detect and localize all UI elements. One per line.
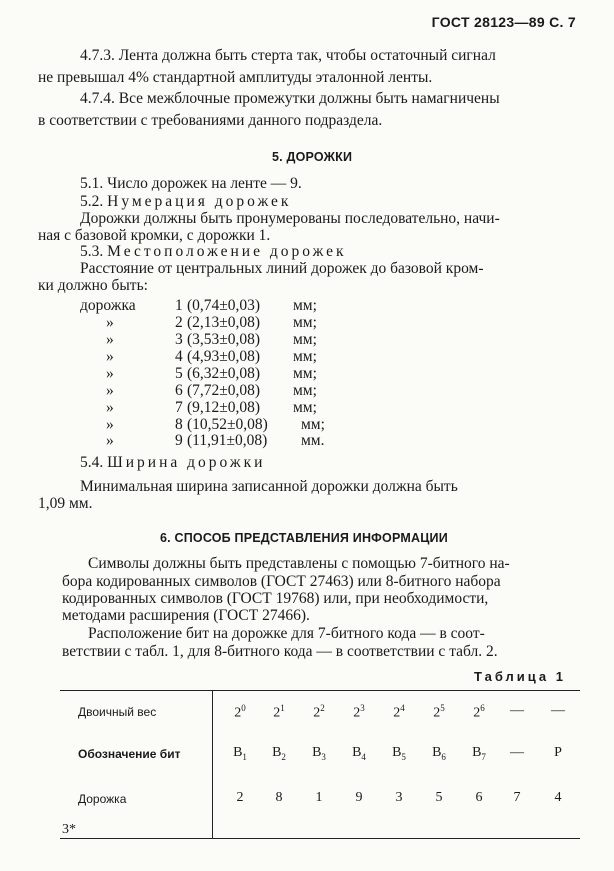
cell-base: B [312,745,322,760]
track-unit: мм; [293,314,317,331]
para-6-2-line1: Расположение бит на дорожке для 7-битного кода — в соот- [88,625,485,642]
para-5-4-title: Ширина дорожки [107,454,266,471]
cell-base: 2 [433,705,441,721]
table-cell [344,745,374,762]
track-label: » [106,314,114,331]
track-value: (10,52±0,08) [187,416,268,433]
cell-base: 2 [353,705,361,721]
table-cell [543,790,573,806]
para-5-2-line2: ная с базовой кромки, с дорожки 1. [38,227,271,244]
track-row [80,331,320,349]
cell-exponent: 2 [320,703,325,713]
track-number: 4 [175,348,183,365]
table-cell [225,703,255,722]
table-cell [344,790,374,806]
track-label: » [106,382,114,399]
cell-base: 2 [393,705,401,721]
table-cell [464,745,494,762]
cell-base: 5 [435,790,443,805]
track-unit: мм; [293,399,317,416]
table-row-label: Двоичный вес [78,705,157,719]
table-cell [304,703,334,722]
cell-base: 8 [275,790,283,805]
table-top-border [60,690,580,691]
para-6-1-line3: кодированных символов (ГОСТ 19768) или, при необходимости, [62,590,489,607]
para-5-2-line1: Дорожки должны быть пронумерованы последовательно, начи- [80,210,500,227]
table-bottom-border [60,838,580,839]
para-5-4-heading [80,454,265,472]
table-row-label: Обозначение бит [78,747,181,761]
cell-base: 2 [473,705,481,721]
table-cell [543,703,573,719]
table-cell [225,745,255,762]
track-row [80,432,325,450]
track-row [80,365,320,383]
para-6-2-line2: ветствии с табл. 1, для 8-битного кода — в соответствии с табл. 2. [62,643,498,660]
cell-base: B [432,745,442,760]
para-4-7-3-line2: не превышал 4% стандартной амплитуды эталонной ленты. [38,69,433,86]
track-unit: мм; [293,382,317,399]
cell-base: 1 [315,790,323,805]
table-cell [264,790,294,806]
track-number: 6 [175,382,183,399]
cell-subscript: 6 [441,751,446,762]
track-value: (6,32±0,08) [187,365,261,382]
cell-base: 2 [234,705,242,721]
cell-base: 6 [475,790,483,805]
track-row [80,297,320,315]
table-cell [464,703,494,722]
para-4-7-3-line1: 4.7.3. Лента должна быть стерта так, чтобы остаточный сигнал [80,47,496,64]
table-cell [264,703,294,722]
track-value: (11,91±0,08) [187,432,268,449]
cell-base: — [510,745,524,760]
cell-subscript: 5 [401,751,406,762]
cell-exponent: 6 [480,703,485,713]
track-label: » [106,348,114,365]
track-unit: мм; [301,416,325,433]
section-6-title: 6. СПОСОБ ПРЕДСТАВЛЕНИЯ ИНФОРМАЦИИ [160,531,448,545]
table-cell [384,745,414,762]
table-cell [384,790,414,806]
table-cell [502,790,532,806]
table-cell [344,703,374,722]
cell-subscript: 4 [361,751,366,762]
table-row-label: Дорожка [78,792,127,806]
para-5-3-line2: ки должно быть: [38,277,148,294]
track-value: (4,93±0,08) [187,348,261,365]
cell-base: 2 [313,705,321,721]
para-5-4-line1: Минимальная ширина записанной дорожки должна быть [80,478,458,495]
track-row [80,348,320,366]
para-4-7-4-line1: 4.7.4. Все межблочные промежутки должны быть намагничены [80,90,500,107]
cell-base: 7 [513,790,521,805]
cell-subscript: 7 [481,751,486,762]
para-6-1-line2: бора кодированных символов (ГОСТ 27463) или 8-битного набора [62,573,501,590]
para-5-4-number: 5.4. [80,454,104,471]
cell-exponent: 0 [241,703,246,713]
cell-base: 9 [355,790,363,805]
table-cell [502,745,532,761]
track-number: 1 [175,297,183,314]
cell-base: P [554,745,562,760]
track-unit: мм; [293,365,317,382]
track-value: (9,12±0,08) [187,399,261,416]
track-row [80,399,320,417]
table-cell [264,745,294,762]
track-row [80,314,320,332]
para-5-2-title: Нумерация дорожек [107,193,292,210]
table-cell [502,703,532,719]
table-cell [424,703,454,722]
cell-subscript: 1 [242,751,247,762]
table-cell [424,790,454,806]
cell-base: B [352,745,362,760]
cell-base: 3 [395,790,403,805]
cell-base: 2 [236,790,244,805]
cell-base: — [510,703,524,718]
section-5-title: 5. ДОРОЖКИ [272,150,353,164]
cell-base: — [551,703,565,718]
table-cell [464,790,494,806]
para-5-2-number: 5.2. [80,193,104,210]
table-cell [543,745,573,761]
page-header: ГОСТ 28123—89 С. 7 [431,14,576,30]
para-5-3-line1: Расстояние от центральных линий дорожек до базовой кром- [80,260,484,277]
table-cell [424,745,454,762]
track-unit: мм; [293,348,317,365]
track-unit: мм; [293,297,317,314]
para-5-4-line2: 1,09 мм. [38,495,93,512]
track-number: 9 [175,432,183,449]
track-value: (3,53±0,08) [187,331,261,348]
track-label: » [106,331,114,348]
cell-subscript: 2 [281,751,286,762]
para-6-1-line1: Символы должны быть представлены с помощью 7-битного на- [88,555,510,572]
track-number: 2 [175,314,183,331]
track-row [80,382,320,400]
cell-exponent: 3 [360,703,365,713]
track-label: дорожка [80,297,136,314]
page-footer: 3* [62,822,76,837]
para-5-3-number: 5.3. [80,243,104,260]
track-label: » [106,365,114,382]
table-caption: Таблица 1 [473,669,566,684]
table-cell [304,790,334,806]
cell-subscript: 3 [321,751,326,762]
cell-base: B [272,745,282,760]
track-number: 7 [175,399,183,416]
para-5-2-heading [80,193,291,211]
track-number: 3 [175,331,183,348]
cell-exponent: 4 [400,703,405,713]
para-4-7-4-line2: в соответствии с требованиями данного подраздела. [38,112,383,129]
track-unit: мм; [293,331,317,348]
track-value: (7,72±0,08) [187,382,261,399]
cell-exponent: 5 [440,703,445,713]
cell-base: B [233,745,243,760]
track-label: » [106,432,114,449]
table-cell [384,703,414,722]
para-6-1-line4: методами расширения (ГОСТ 27466). [62,607,310,624]
track-label: » [106,399,114,416]
para-5-3-heading [80,243,347,261]
track-number: 8 [175,416,183,433]
cell-exponent: 1 [280,703,285,713]
cell-base: B [472,745,482,760]
cell-base: 4 [554,790,562,805]
cell-base: B [392,745,402,760]
cell-base: 2 [273,705,281,721]
track-value: (2,13±0,08) [187,314,261,331]
para-5-3-title: Местоположение дорожек [107,243,347,260]
track-label: » [106,416,114,433]
track-value: (0,74±0,03) [187,297,261,314]
track-unit: мм. [301,432,325,449]
table-label-divider [212,690,213,838]
track-number: 5 [175,365,183,382]
para-5-1: 5.1. Число дорожек на ленте — 9. [80,175,302,192]
table-cell [304,745,334,762]
table-cell [225,790,255,806]
